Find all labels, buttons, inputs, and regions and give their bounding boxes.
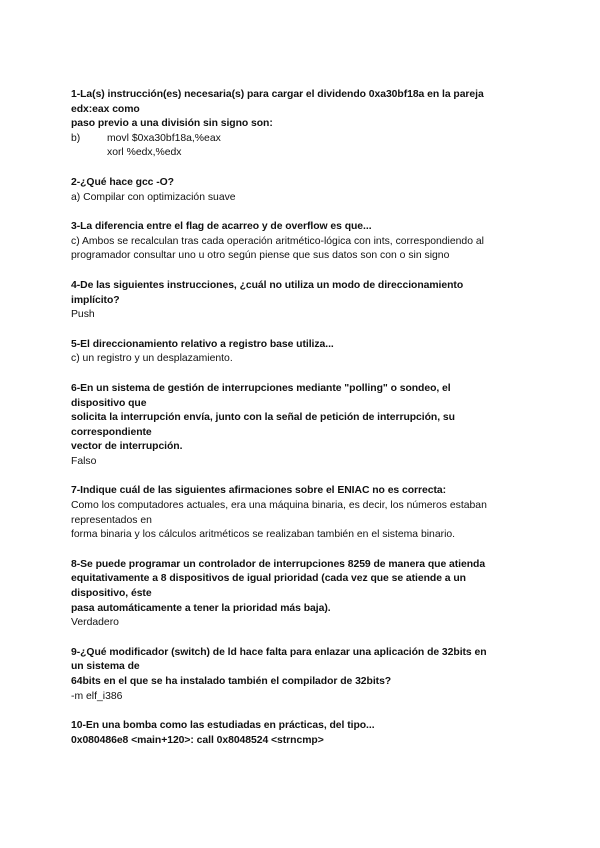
question-7 [71, 484, 541, 542]
question-1-prompt-line-3: paso previo a una división sin signo son: [71, 118, 273, 130]
question-3-answer-line-2: programador consultar uno u otro según piense que sus datos son con o sin signo [71, 250, 450, 262]
question-4 [71, 279, 541, 323]
question-1-answer-row [71, 132, 541, 147]
question-7-answer-line-1: Como los computadores actuales, era una máquina binaria, es decir, los números estaban [71, 500, 487, 512]
question-6-prompt-line-2: dispositivo que [71, 397, 147, 409]
question-3-answer-line-1: c) Ambos se recalculan tras cada operación aritmético-lógica con ints, correspondiendo al [71, 235, 484, 247]
question-10 [71, 719, 541, 748]
question-10-prompt-line-2: 0x080486e8 <main+120>: call 0x8048524 <strncmp> [71, 734, 324, 746]
question-6-prompt-line-1: 6-En un sistema de gestión de interrupciones mediante "polling" o sondeo, el [71, 382, 451, 394]
question-6-answer: Falso [71, 455, 97, 467]
question-8-prompt-line-1: 8-Se puede programar un controlador de interrupciones 8259 de manera que atienda [71, 558, 486, 570]
question-1 [71, 88, 541, 161]
question-5 [71, 338, 541, 367]
question-8-prompt-line-2: equitativamente a 8 dispositivos de igual prioridad (cada vez que se atiende a un [71, 573, 466, 585]
question-1-prompt-line-2: edx:eax como [71, 103, 140, 115]
question-8-prompt-line-3: dispositivo, éste [71, 588, 152, 600]
question-10-prompt-line-1: 10-En una bomba como las estudiadas en prácticas, del tipo... [71, 720, 375, 732]
question-8 [71, 558, 541, 631]
question-1-prompt-line-1: 1-La(s) instrucción(es) necesaria(s) para cargar el dividendo 0xa30bf18a en la pareja [71, 89, 484, 100]
question-6 [71, 382, 541, 470]
question-7-answer-line-2: representados en [71, 514, 152, 526]
question-6-prompt-line-4: correspondiente [71, 426, 152, 438]
question-5-answer: c) un registro y un desplazamiento. [71, 353, 233, 365]
question-5-prompt: 5-El direccionamiento relativo a registro base utiliza... [71, 338, 334, 350]
question-3 [71, 220, 541, 264]
question-2-prompt: 2-¿Qué hace gcc -O? [71, 176, 174, 188]
question-2 [71, 176, 541, 205]
question-7-answer-line-3: forma binaria y los cálculos aritméticos se realizaban también en el sistema binario. [71, 529, 456, 541]
document-content [71, 88, 541, 763]
question-7-prompt: 7-Indique cuál de las siguientes afirmaciones sobre el ENIAC no es correcta: [71, 485, 447, 497]
question-2-answer: a) Compilar con optimización suave [71, 191, 236, 203]
question-9-prompt-line-2: un sistema de [71, 661, 140, 673]
question-3-prompt: 3-La diferencia entre el flag de acarreo y de overflow es que... [71, 221, 372, 233]
question-4-prompt-line-1: 4-De las siguientes instrucciones, ¿cuál no utiliza un modo de direccionamiento [71, 279, 464, 291]
question-9-prompt-line-3: 64bits en el que se ha instalado también el compilador de 32bits? [71, 676, 392, 687]
question-4-answer: Push [71, 309, 95, 321]
question-8-answer: Verdadero [71, 617, 119, 629]
question-1-answer-line-2: xorl %edx,%edx [107, 147, 182, 159]
question-9-answer: -m elf_i386 [71, 690, 123, 702]
question-9-prompt-line-1: 9-¿Qué modificador (switch) de ld hace falta para enlazar una aplicación de 32bits en [71, 646, 487, 658]
question-1-option-letter: b) [71, 132, 81, 144]
question-1-answer-line-1: movl $0xa30bf18a,%eax [107, 132, 221, 144]
question-6-prompt-line-5: vector de interrupción. [71, 441, 183, 453]
question-6-prompt-line-3: solicita la interrupción envía, junto con la señal de petición de interrupción, su [71, 412, 455, 424]
question-4-prompt-line-2: implícito? [71, 294, 120, 306]
question-9 [71, 646, 541, 704]
question-8-prompt-line-4: pasa automáticamente a tener la prioridad más baja). [71, 602, 331, 614]
